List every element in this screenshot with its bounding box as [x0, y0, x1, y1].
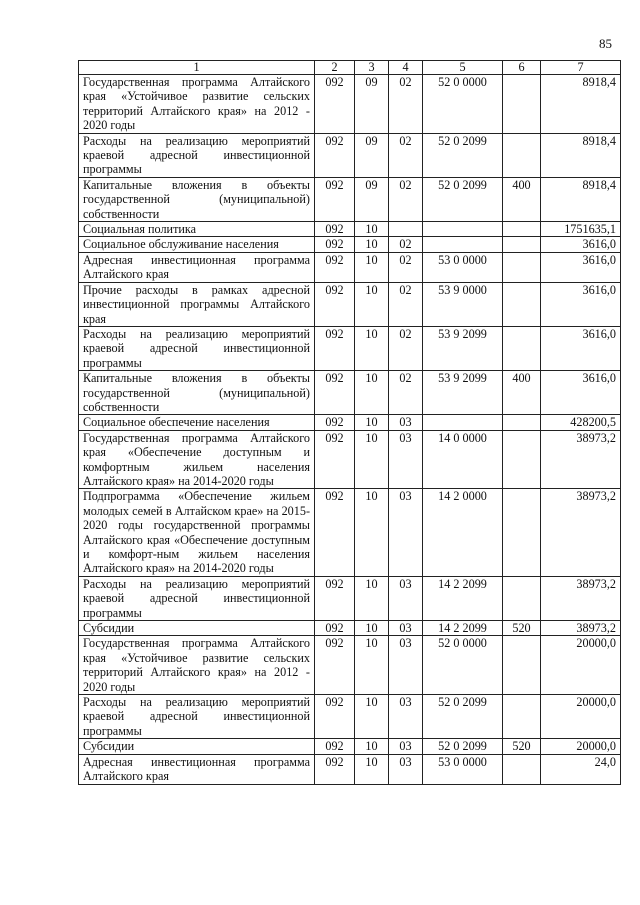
cell-subsection: 03 [389, 489, 423, 576]
row-name: Прочие расходы в рамках адресной инвестиционной программы Алтайского края [79, 282, 315, 326]
table-row [79, 75, 621, 134]
table-row [79, 177, 621, 221]
cell-section: 10 [355, 739, 389, 754]
row-name: Подпрограмма «Обеспечение жильем молодых семей в Алтайском крае» на 2015-2020 годы государственной программы Алтайского края «Обеспечение доступным и комфорт-ным жильем населения Алтайского края» на 2014-2020 годы [79, 489, 315, 576]
cell-ministry: 092 [315, 415, 355, 430]
cell-expense-type [503, 695, 541, 739]
cell-ministry: 092 [315, 371, 355, 415]
row-name: Социальное обслуживание населения [79, 237, 315, 252]
cell-ministry: 092 [315, 430, 355, 489]
cell-ministry: 092 [315, 326, 355, 370]
row-name: Расходы на реализацию мероприятий краевой адресной инвестиционной программы [79, 695, 315, 739]
cell-amount: 8918,4 [541, 133, 621, 177]
table-row [79, 754, 621, 784]
cell-subsection: 03 [389, 621, 423, 636]
cell-section: 10 [355, 430, 389, 489]
cell-subsection: 03 [389, 636, 423, 695]
table-body [79, 75, 621, 785]
cell-target-article: 14 2 0000 [423, 489, 503, 576]
cell-target-article: 52 0 2099 [423, 739, 503, 754]
cell-target-article: 53 0 0000 [423, 754, 503, 784]
cell-target-article [423, 222, 503, 237]
row-name: Государственная программа Алтайского края «Устойчивое развитие сельских территорий Алтайского края» на 2012 - 2020 годы [79, 75, 315, 134]
cell-section: 10 [355, 252, 389, 282]
cell-ministry: 092 [315, 133, 355, 177]
cell-section: 10 [355, 371, 389, 415]
cell-ministry: 092 [315, 489, 355, 576]
row-name: Адресная инвестиционная программа Алтайского края [79, 252, 315, 282]
cell-subsection: 03 [389, 754, 423, 784]
table-row [79, 237, 621, 252]
cell-target-article: 52 0 0000 [423, 636, 503, 695]
cell-amount: 3616,0 [541, 326, 621, 370]
cell-target-article: 14 0 0000 [423, 430, 503, 489]
cell-ministry: 092 [315, 576, 355, 620]
cell-section: 10 [355, 695, 389, 739]
cell-amount: 38973,2 [541, 621, 621, 636]
cell-subsection: 03 [389, 415, 423, 430]
cell-amount: 428200,5 [541, 415, 621, 430]
cell-section: 09 [355, 75, 389, 134]
cell-amount: 24,0 [541, 754, 621, 784]
row-name: Социальное обеспечение населения [79, 415, 315, 430]
cell-subsection: 03 [389, 430, 423, 489]
cell-expense-type [503, 430, 541, 489]
cell-expense-type [503, 576, 541, 620]
table-row [79, 695, 621, 739]
col-header-5: 5 [423, 61, 503, 75]
table-row [79, 621, 621, 636]
table-row [79, 636, 621, 695]
cell-expense-type [503, 415, 541, 430]
table-row [79, 133, 621, 177]
cell-expense-type [503, 252, 541, 282]
table-row [79, 222, 621, 237]
cell-expense-type: 400 [503, 177, 541, 221]
cell-section: 09 [355, 177, 389, 221]
table-row [79, 282, 621, 326]
cell-subsection: 02 [389, 282, 423, 326]
cell-target-article: 52 0 0000 [423, 75, 503, 134]
cell-ministry: 092 [315, 222, 355, 237]
cell-ministry: 092 [315, 621, 355, 636]
cell-subsection: 02 [389, 252, 423, 282]
row-name: Социальная политика [79, 222, 315, 237]
cell-amount: 38973,2 [541, 430, 621, 489]
table-row [79, 415, 621, 430]
cell-subsection [389, 222, 423, 237]
cell-subsection: 03 [389, 739, 423, 754]
cell-subsection: 02 [389, 237, 423, 252]
cell-amount: 20000,0 [541, 636, 621, 695]
table-row [79, 430, 621, 489]
cell-subsection: 02 [389, 371, 423, 415]
cell-section: 10 [355, 326, 389, 370]
cell-target-article: 14 2 2099 [423, 621, 503, 636]
cell-subsection: 02 [389, 75, 423, 134]
cell-ministry: 092 [315, 754, 355, 784]
cell-amount: 8918,4 [541, 177, 621, 221]
cell-expense-type: 520 [503, 739, 541, 754]
cell-amount: 38973,2 [541, 576, 621, 620]
cell-subsection: 02 [389, 133, 423, 177]
cell-expense-type [503, 282, 541, 326]
col-header-1: 1 [79, 61, 315, 75]
cell-ministry: 092 [315, 739, 355, 754]
row-name: Расходы на реализацию мероприятий краевой адресной инвестиционной программы [79, 326, 315, 370]
header-row [79, 61, 621, 75]
cell-section: 10 [355, 489, 389, 576]
cell-section: 10 [355, 415, 389, 430]
cell-ministry: 092 [315, 282, 355, 326]
cell-amount: 20000,0 [541, 739, 621, 754]
col-header-6: 6 [503, 61, 541, 75]
row-name: Адресная инвестиционная программа Алтайского края [79, 754, 315, 784]
table-row [79, 739, 621, 754]
cell-section: 09 [355, 133, 389, 177]
row-name: Государственная программа Алтайского края «Устойчивое развитие сельских территорий Алтайского края» на 2012 - 2020 годы [79, 636, 315, 695]
cell-amount: 38973,2 [541, 489, 621, 576]
cell-amount: 20000,0 [541, 695, 621, 739]
cell-target-article: 53 9 2099 [423, 326, 503, 370]
row-name: Государственная программа Алтайского края «Обеспечение доступным и комфортным жильем населения Алтайского края» на 2014-2020 годы [79, 430, 315, 489]
cell-section: 10 [355, 576, 389, 620]
cell-expense-type [503, 489, 541, 576]
cell-amount: 3616,0 [541, 252, 621, 282]
cell-expense-type [503, 222, 541, 237]
row-name: Капитальные вложения в объекты государственной (муниципальной) собственности [79, 177, 315, 221]
cell-amount: 1751635,1 [541, 222, 621, 237]
cell-ministry: 092 [315, 695, 355, 739]
cell-section: 10 [355, 237, 389, 252]
table-row [79, 252, 621, 282]
cell-amount: 3616,0 [541, 282, 621, 326]
cell-expense-type [503, 636, 541, 695]
table-row [79, 489, 621, 576]
table-row [79, 326, 621, 370]
cell-amount: 3616,0 [541, 237, 621, 252]
row-name: Субсидии [79, 739, 315, 754]
row-name: Расходы на реализацию мероприятий краевой адресной инвестиционной программы [79, 576, 315, 620]
cell-amount: 3616,0 [541, 371, 621, 415]
cell-target-article: 53 9 0000 [423, 282, 503, 326]
budget-table [78, 60, 621, 785]
col-header-4: 4 [389, 61, 423, 75]
cell-ministry: 092 [315, 636, 355, 695]
col-header-2: 2 [315, 61, 355, 75]
cell-target-article: 53 9 2099 [423, 371, 503, 415]
cell-section: 10 [355, 222, 389, 237]
cell-expense-type [503, 326, 541, 370]
row-name: Субсидии [79, 621, 315, 636]
cell-section: 10 [355, 282, 389, 326]
cell-target-article: 14 2 2099 [423, 576, 503, 620]
cell-subsection: 02 [389, 177, 423, 221]
cell-subsection: 02 [389, 326, 423, 370]
cell-expense-type [503, 75, 541, 134]
cell-target-article [423, 237, 503, 252]
cell-amount: 8918,4 [541, 75, 621, 134]
row-name: Расходы на реализацию мероприятий краевой адресной инвестиционной программы [79, 133, 315, 177]
cell-section: 10 [355, 754, 389, 784]
cell-subsection: 03 [389, 695, 423, 739]
cell-ministry: 092 [315, 237, 355, 252]
cell-ministry: 092 [315, 75, 355, 134]
cell-target-article [423, 415, 503, 430]
cell-expense-type [503, 754, 541, 784]
cell-target-article: 53 0 0000 [423, 252, 503, 282]
cell-expense-type [503, 133, 541, 177]
cell-target-article: 52 0 2099 [423, 177, 503, 221]
page-number: 85 [599, 36, 612, 51]
cell-target-article: 52 0 2099 [423, 695, 503, 739]
row-name: Капитальные вложения в объекты государственной (муниципальной) собственности [79, 371, 315, 415]
cell-section: 10 [355, 621, 389, 636]
col-header-3: 3 [355, 61, 389, 75]
cell-ministry: 092 [315, 252, 355, 282]
cell-ministry: 092 [315, 177, 355, 221]
cell-expense-type: 400 [503, 371, 541, 415]
cell-subsection: 03 [389, 576, 423, 620]
cell-expense-type [503, 237, 541, 252]
table-row [79, 576, 621, 620]
cell-expense-type: 520 [503, 621, 541, 636]
table-row [79, 371, 621, 415]
cell-target-article: 52 0 2099 [423, 133, 503, 177]
cell-section: 10 [355, 636, 389, 695]
col-header-7: 7 [541, 61, 621, 75]
